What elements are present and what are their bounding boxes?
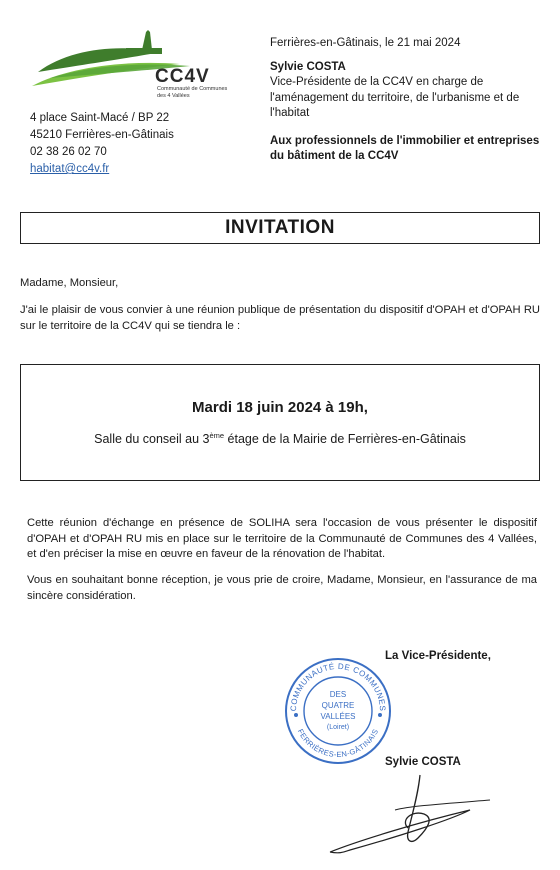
sender-role: Vice-Présidente de la CC4V en charge de l'aménagement du territoire, de l'urbanisme et de l'habitat — [270, 76, 520, 119]
official-stamp-icon — [282, 655, 394, 767]
intro-paragraph: J'ai le plaisir de vous convier à une réunion publique de présentation du dispositif d'OPAH et d'OPAH RU sur le territoire de la CC4V qui se tiendra le : — [20, 304, 540, 332]
event-date: Mardi 18 juin 2024 à 19h, — [192, 399, 368, 416]
sender-name: Sylvie COSTA — [270, 60, 346, 73]
svg-text:COMMUNAUTÉ DE COMMUNES: COMMUNAUTÉ DE COMMUNES — [288, 661, 388, 712]
event-box — [20, 364, 540, 481]
signatory-title: La Vice-Présidente, — [385, 650, 491, 662]
address-line2: 45210 Ferrières-en-Gâtinais — [30, 129, 174, 141]
signatory-name: Sylvie COSTA — [385, 756, 461, 768]
svg-text:VALLÉES: VALLÉES — [320, 712, 356, 721]
email-link[interactable]: habitat@cc4v.fr — [30, 163, 110, 175]
logo-name: CC4V — [155, 66, 210, 87]
date-line: Ferrières-en-Gâtinais, le 21 mai 2024 — [270, 37, 461, 49]
event-place-sup: ème — [209, 431, 225, 440]
svg-text:FERRIÈRES-EN-GÂTINAIS: FERRIÈRES-EN-GÂTINAIS — [295, 727, 381, 760]
svg-text:QUATRE: QUATRE — [321, 701, 355, 710]
logo-subtitle-line1: Communauté de Communes — [157, 86, 228, 92]
address-block — [30, 110, 174, 178]
logo-subtitle — [157, 86, 267, 99]
closing-paragraph: Vous en souhaitant bonne réception, je vous prie de croire, Madame, Monsieur, en l'assurance de ma sincère considération. — [27, 574, 537, 602]
handwritten-signature-icon — [300, 770, 500, 855]
greeting: Madame, Monsieur, — [20, 277, 119, 289]
logo-subtitle-line2: des 4 Vallées — [157, 92, 190, 99]
address-line1: 4 place Saint-Macé / BP 22 — [30, 112, 170, 124]
invitation-title: INVITATION — [20, 212, 540, 244]
event-place-start: Salle du conseil au 3 — [94, 432, 210, 446]
event-place-end: étage de la Mairie de Ferrières-en-Gâtinais — [224, 432, 466, 446]
details-paragraph: Cette réunion d'échange en présence de SOLIHA sera l'occasion de vous présenter le dispositif d'OPAH et d'OPAH RU mis en place sur le territoire de la Communauté de Communes des 4 Vallées, et d'en préciser la mise en œuvre en faveur de la rénovation de l'habitat. — [27, 517, 537, 560]
svg-text:(Loiret): (Loiret) — [326, 724, 350, 731]
recipient: Aux professionnels de l'immobilier et entreprises du bâtiment de la CC4V — [270, 134, 540, 162]
svg-text:DES: DES — [329, 690, 347, 699]
sender-block — [270, 36, 555, 165]
phone-number: 02 38 26 02 70 — [30, 146, 107, 158]
event-place — [21, 431, 539, 446]
